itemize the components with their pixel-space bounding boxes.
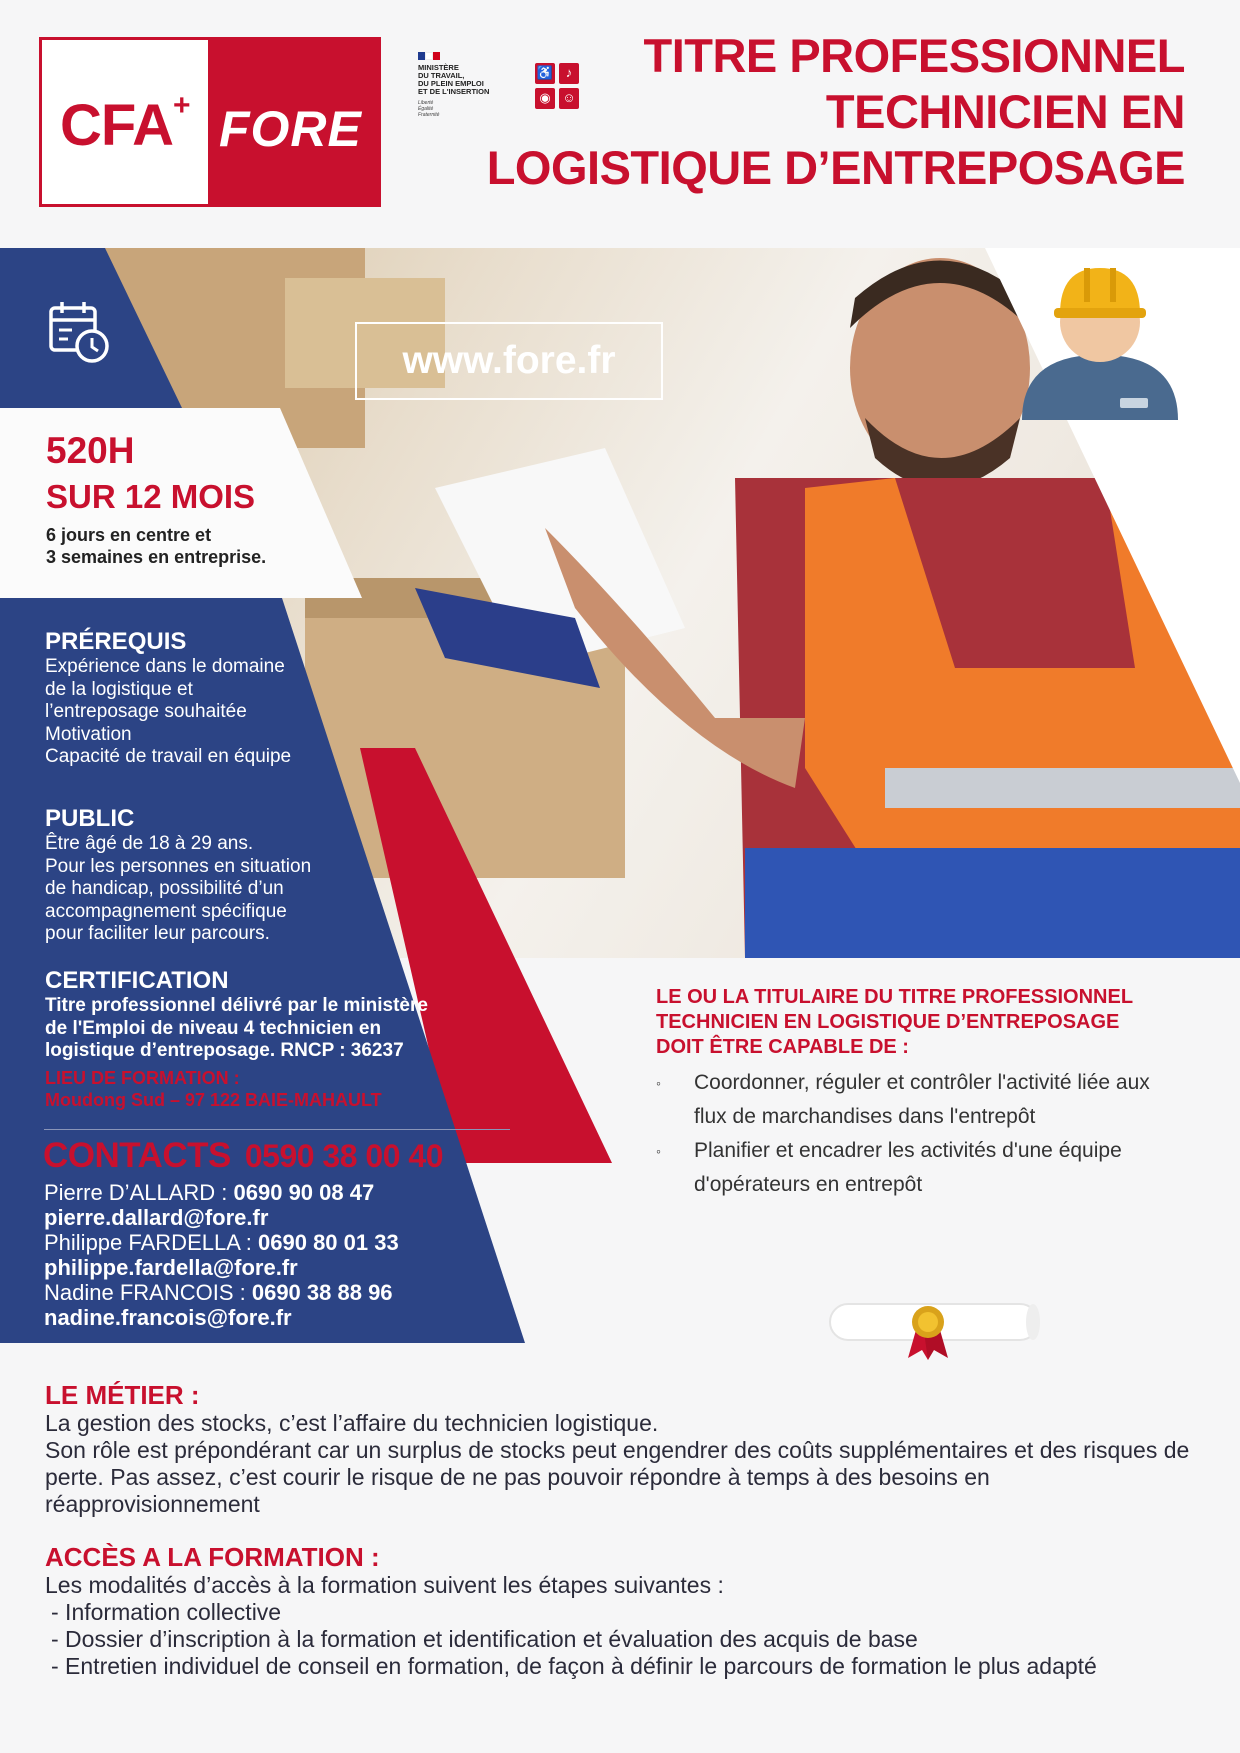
- metier-title: LE MÉTIER :: [45, 1380, 200, 1410]
- capable-title-line: LE OU LA TITULAIRE DU TITRE PROFESSIONNEL: [656, 986, 1134, 1008]
- metier-line: La gestion des stocks, c’est l’affaire du technicien logistique.: [45, 1410, 659, 1436]
- public-line: Pour les personnes en situation: [45, 855, 312, 877]
- certification-section: [45, 967, 428, 1063]
- public-section: [45, 805, 311, 946]
- public-line: pour faciliter leur parcours.: [45, 923, 270, 944]
- contact-person: [44, 1280, 399, 1305]
- certification-title: CERTIFICATION: [45, 967, 229, 994]
- contact-list: [44, 1180, 399, 1330]
- acces-step: - Dossier d’inscription à la formation et identification et évaluation des acquis de base: [51, 1626, 918, 1652]
- worker-helmet-icon: [1020, 252, 1180, 427]
- prerequis-line: Expérience dans le domaine: [45, 656, 285, 677]
- divider: [44, 1129, 510, 1130]
- ministry-line: MINISTÈRE: [418, 63, 459, 72]
- contact-phone[interactable]: 0690 38 88 96: [251, 1280, 393, 1305]
- contact-phone[interactable]: 0690 90 08 47: [233, 1180, 375, 1205]
- contact-email[interactable]: philippe.fardella@fore.fr: [44, 1255, 298, 1280]
- website-link[interactable]: www.fore.fr: [355, 322, 663, 400]
- lieu-section: [45, 1067, 382, 1111]
- logo-fore: [211, 37, 381, 207]
- duration: SUR 12 MOIS: [46, 478, 256, 515]
- prerequis-line: Motivation: [45, 723, 132, 745]
- motto-line: Égalité: [418, 106, 434, 112]
- lieu-title: LIEU DE FORMATION :: [45, 1068, 240, 1088]
- contact-email[interactable]: nadine.francois@fore.fr: [44, 1305, 292, 1330]
- public-line: de handicap, possibilité d’un: [45, 878, 284, 899]
- list-item: ◦ Planifier et encadrer les activités d'une équipe d'opérateurs en entrepôt: [656, 1134, 1186, 1202]
- contact-person: [44, 1230, 399, 1255]
- capable-title-line: DOIT ÊTRE CAPABLE DE :: [656, 1036, 909, 1058]
- contact-person: [44, 1180, 399, 1205]
- contacts-heading: [43, 1136, 443, 1176]
- prerequis-line: Capacité de travail en équipe: [45, 746, 292, 767]
- title-line: TECHNICIEN EN: [825, 85, 1185, 138]
- title-line: LOGISTIQUE D’ENTREPOSAGE: [486, 141, 1185, 194]
- ministry-line: ET DE L'INSERTION: [418, 87, 490, 96]
- contact-name: Nadine FRANCOIS :: [44, 1280, 252, 1305]
- metier-body: [45, 1410, 1205, 1518]
- page-title: [487, 28, 1185, 196]
- schedule-detail: [46, 524, 266, 568]
- mental-disability-icon: ☺: [559, 88, 579, 109]
- motto-line: Liberté: [418, 100, 434, 106]
- certification-line: de l'Emploi de niveau 4 technicien en: [45, 1017, 382, 1039]
- acces-title: ACCÈS A LA FORMATION :: [45, 1542, 380, 1572]
- contact-phone[interactable]: 0690 80 01 33: [258, 1230, 399, 1255]
- prerequis-section: [45, 628, 291, 769]
- acces-step: - Entretien individuel de conseil en formation, de façon à définir le parcours de formation le plus adapté: [51, 1653, 1097, 1679]
- calendar-clock-icon: [48, 300, 112, 371]
- public-title: PUBLIC: [45, 805, 135, 832]
- contact-name: Pierre D’ALLARD :: [44, 1180, 234, 1205]
- acces-step: - Information collective: [51, 1599, 282, 1625]
- acces-body: [45, 1572, 1225, 1680]
- certification-line: Titre professionnel délivré par le ministère: [45, 995, 428, 1016]
- title-line: TITRE PROFESSIONNEL: [643, 29, 1185, 82]
- diploma-scroll-icon: [828, 1300, 1042, 1369]
- capable-title-line: TECHNICIEN EN LOGISTIQUE D’ENTREPOSAGE: [656, 1011, 1120, 1033]
- ministry-line: DU TRAVAIL,: [418, 71, 465, 80]
- visual-impairment-icon: ◉: [535, 88, 555, 109]
- motto-line: Fraternité: [418, 112, 440, 118]
- schedule-line: 3 semaines en entreprise.: [46, 547, 267, 567]
- public-line: Être âgé de 18 à 29 ans.: [45, 833, 254, 854]
- contact-name: Philippe FARDELLA :: [44, 1230, 259, 1255]
- prerequis-line: l’entreposage souhaitée: [45, 701, 247, 722]
- capable-title: [656, 985, 1133, 1060]
- prerequis-line: de la logistique et: [45, 678, 193, 700]
- metier-line: Son rôle est prépondérant car un surplus de stocks peut engendrer des coûts supplémentaires et des risques de perte. Pas assez, c’est courir le risque de ne pas pouvoir répondre à temps à des besoins en réapprovisionnement: [45, 1437, 1190, 1517]
- ministry-line: DU PLEIN EMPLOI: [418, 79, 484, 88]
- certification-line: logistique d’entreposage. RNCP : 36237: [45, 1040, 404, 1061]
- schedule-line: 6 jours en centre et: [46, 525, 212, 545]
- public-line: accompagnement spécifique: [45, 900, 287, 922]
- hours-count: 520H: [46, 430, 135, 471]
- contacts-title: CONTACTS: [43, 1136, 231, 1175]
- logo-cfa: [39, 37, 211, 207]
- lieu-address: Moudong Sud – 97 122 BAIE-MAHAULT: [45, 1090, 382, 1110]
- logo-cfa-plus: +: [173, 88, 190, 122]
- logo-fore-text: FORE: [219, 101, 362, 157]
- deaf-icon: ♪: [559, 63, 579, 84]
- french-flag-icon: [418, 52, 440, 60]
- prerequis-title: PRÉREQUIS: [45, 628, 187, 655]
- wheelchair-icon: ♿: [535, 63, 555, 84]
- logo-cfa-text: CFA: [60, 93, 173, 158]
- list-item: ◦ Coordonner, réguler et contrôler l'activité liée aux flux de marchandises dans l'entrepôt: [656, 1066, 1186, 1134]
- acces-intro: Les modalités d’accès à la formation suivent les étapes suivantes :: [45, 1572, 724, 1598]
- contacts-main-phone[interactable]: 0590 38 00 40: [244, 1138, 443, 1174]
- capable-list: [656, 1066, 1186, 1202]
- contact-email[interactable]: pierre.dallard@fore.fr: [44, 1205, 269, 1230]
